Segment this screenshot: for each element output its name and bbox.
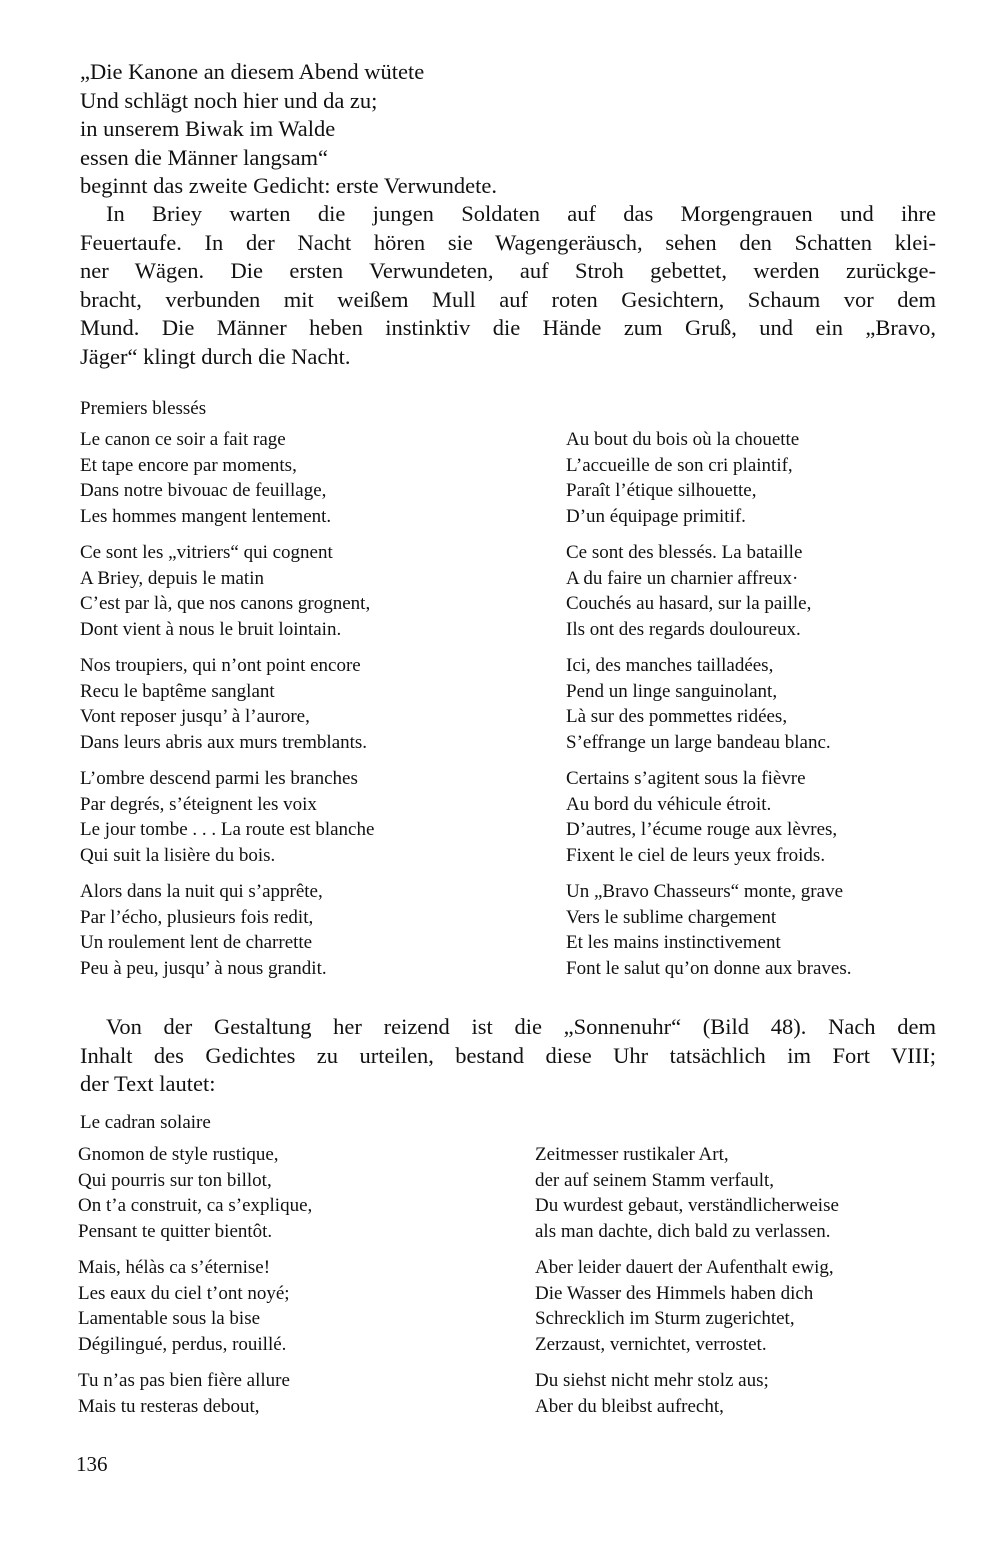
paragraph-2	[80, 1013, 936, 1099]
paragraph-line: In Briey warten die jungen Soldaten auf das Morgengrauen und ihre	[106, 201, 936, 226]
stanza	[78, 1368, 312, 1419]
verse-line: Schrecklich im Sturm zugerichtet,	[535, 1308, 795, 1329]
verse-line: Et les mains instinctivement	[566, 932, 781, 953]
verse-line: Aber du bleibst aufrecht,	[535, 1395, 724, 1417]
stanza	[566, 540, 851, 642]
stanza	[80, 766, 374, 868]
stanza	[535, 1255, 839, 1357]
paragraph-line: Feuertaufe. In der Nacht hören sie Wagengeräusch, sehen den Schatten klei-	[80, 229, 936, 255]
verse-line: Et tape encore par moments,	[80, 454, 297, 476]
stanza	[566, 427, 851, 529]
verse-line: Ce sont des blessés. La bataille	[566, 542, 803, 563]
poem-2-right-column	[535, 1142, 839, 1430]
paragraph-line: ner Wägen. Die ersten Verwundeten, auf Stroh gebettet, werden zurückge-	[80, 258, 936, 283]
stanza	[566, 879, 851, 981]
verse-line: D’autres, l’écume rouge aux lèvres,	[566, 819, 838, 840]
paragraph-line: Mund. Die Männer heben instinktiv die Hände zum Gruß, und ein „Bravo,	[80, 315, 936, 340]
verse-line: Au bord du véhicule étroit.	[566, 793, 772, 815]
intro-verse-line: beginnt das zweite Gedicht: erste Verwundete.	[80, 173, 497, 198]
intro-verse-line: essen die Männer langsam“	[80, 144, 329, 170]
verse-line: Dont vient à nous le bruit lointain.	[80, 618, 342, 640]
verse-line: Mais tu resteras debout,	[78, 1395, 260, 1417]
verse-line: Pend un linge sanguinolant,	[566, 680, 778, 702]
verse-line: Du wurdest gebaut, verständlicherweise	[535, 1195, 839, 1216]
verse-line: L’ombre descend parmi les branches	[80, 768, 358, 789]
verse-line: Zeitmesser rustikaler Art,	[535, 1144, 729, 1165]
intro-verse-line: Und schlägt noch hier und da zu;	[80, 87, 378, 113]
verse-line: Ce sont les „vitriers“ qui cognent	[80, 542, 333, 563]
stanza	[80, 540, 374, 642]
verse-line: Zerzaust, vernichtet, verrostet.	[535, 1333, 767, 1355]
stanza	[535, 1142, 839, 1244]
verse-line: Ils ont des regards douloureux.	[566, 618, 801, 640]
verse-line: Par degrés, s’éteignent les voix	[80, 793, 317, 815]
stanza	[80, 427, 374, 529]
verse-line: Dégilingué, perdus, rouillé.	[78, 1333, 287, 1355]
verse-line: Là sur des pommettes ridées,	[566, 706, 788, 727]
verse-line: Un „Bravo Chasseurs“ monte, grave	[566, 881, 844, 902]
verse-line: Qui suit la lisière du bois.	[80, 844, 276, 866]
verse-line: C’est par là, que nos canons grognent,	[80, 593, 371, 614]
verse-line: L’accueille de son cri plaintif,	[566, 454, 793, 476]
verse-line: Le canon ce soir a fait rage	[80, 429, 286, 450]
paragraph-1	[80, 200, 936, 371]
verse-line: Nos troupiers, qui n’ont point encore	[80, 655, 361, 676]
poem-1-title: Premiers blessés	[80, 398, 207, 419]
stanza	[78, 1255, 312, 1357]
poem-1-right-column	[566, 427, 851, 992]
verse-line: Le jour tombe . . . La route est blanche	[80, 819, 375, 840]
verse-line: Tu n’as pas bien fière allure	[78, 1370, 290, 1391]
verse-line: Font le salut qu’on donne aux braves.	[566, 957, 852, 979]
stanza	[80, 879, 374, 981]
poem-2-title: Le cadran solaire	[80, 1112, 211, 1133]
verse-line: On t’a construit, ca s’explique,	[78, 1195, 313, 1216]
stanza	[80, 653, 374, 755]
verse-line: Au bout du bois où la chouette	[566, 429, 800, 450]
verse-line: Dans leurs abris aux murs tremblants.	[80, 731, 368, 753]
verse-line: Vont reposer jusqu’ à l’aurore,	[80, 706, 310, 727]
verse-line: Du siehst nicht mehr stolz aus;	[535, 1370, 769, 1391]
stanza	[78, 1142, 312, 1244]
intro-verse-line: in unserem Biwak im Walde	[80, 116, 336, 141]
verse-line: als man dachte, dich bald zu verlassen.	[535, 1220, 831, 1242]
stanza	[566, 653, 851, 755]
verse-line: Ici, des manches tailladées,	[566, 655, 774, 676]
verse-line: Les hommes mangent lentement.	[80, 505, 332, 527]
stanza	[535, 1368, 839, 1419]
verse-line: Par l’écho, plusieurs fois redit,	[80, 906, 314, 928]
verse-line: Lamentable sous la bise	[78, 1308, 261, 1329]
verse-line: Recu le baptême sanglant	[80, 680, 275, 702]
verse-line: Alors dans la nuit qui s’apprête,	[80, 881, 323, 902]
paragraph-line: Von der Gestaltung her reizend ist die „Sonnenuhr“ (Bild 48). Nach dem	[106, 1014, 936, 1039]
verse-line: Fixent le ciel de leurs yeux froids.	[566, 844, 826, 866]
verse-line: Dans notre bivouac de feuillage,	[80, 480, 327, 501]
verse-line: A du faire un charnier affreux·	[566, 567, 799, 589]
verse-line: Pensant te quitter bientôt.	[78, 1220, 273, 1242]
verse-line: Mais, hélàs ca s’éternise!	[78, 1257, 271, 1278]
intro-verse	[80, 58, 497, 201]
verse-line: Peu à peu, jusqu’ à nous grandit.	[80, 957, 327, 979]
verse-line: D’un équipage primitif.	[566, 505, 746, 527]
verse-line: A Briey, depuis le matin	[80, 567, 264, 589]
paragraph-line: Jäger“ klingt durch die Nacht.	[80, 343, 351, 369]
paragraph-line: Inhalt des Gedichtes zu urteilen, bestand diese Uhr tatsächlich im Fort VIII;	[80, 1042, 936, 1068]
page-number: 136	[76, 1452, 108, 1476]
verse-line: Paraît l’étique silhouette,	[566, 480, 757, 501]
intro-verse-line: „Die Kanone an diesem Abend wütete	[80, 59, 425, 84]
verse-line: Vers le sublime chargement	[566, 906, 777, 928]
verse-line: S’effrange un large bandeau blanc.	[566, 731, 831, 753]
poem-1-left-column	[80, 427, 374, 992]
verse-line: Die Wasser des Himmels haben dich	[535, 1282, 814, 1304]
verse-line: Les eaux du ciel t’ont noyé;	[78, 1282, 290, 1304]
stanza	[566, 766, 851, 868]
verse-line: Aber leider dauert der Aufenthalt ewig,	[535, 1257, 834, 1278]
verse-line: Certains s’agitent sous la fièvre	[566, 768, 806, 789]
poem-2-left-column	[78, 1142, 312, 1430]
paragraph-line: bracht, verbunden mit weißem Mull auf roten Gesichtern, Schaum vor dem	[80, 286, 936, 312]
paragraph-line: der Text lautet:	[80, 1071, 216, 1096]
verse-line: Un roulement lent de charrette	[80, 932, 313, 953]
verse-line: Qui pourris sur ton billot,	[78, 1169, 272, 1191]
verse-line: der auf seinem Stamm verfault,	[535, 1169, 775, 1191]
verse-line: Gnomon de style rustique,	[78, 1144, 279, 1165]
verse-line: Couchés au hasard, sur la paille,	[566, 593, 812, 614]
